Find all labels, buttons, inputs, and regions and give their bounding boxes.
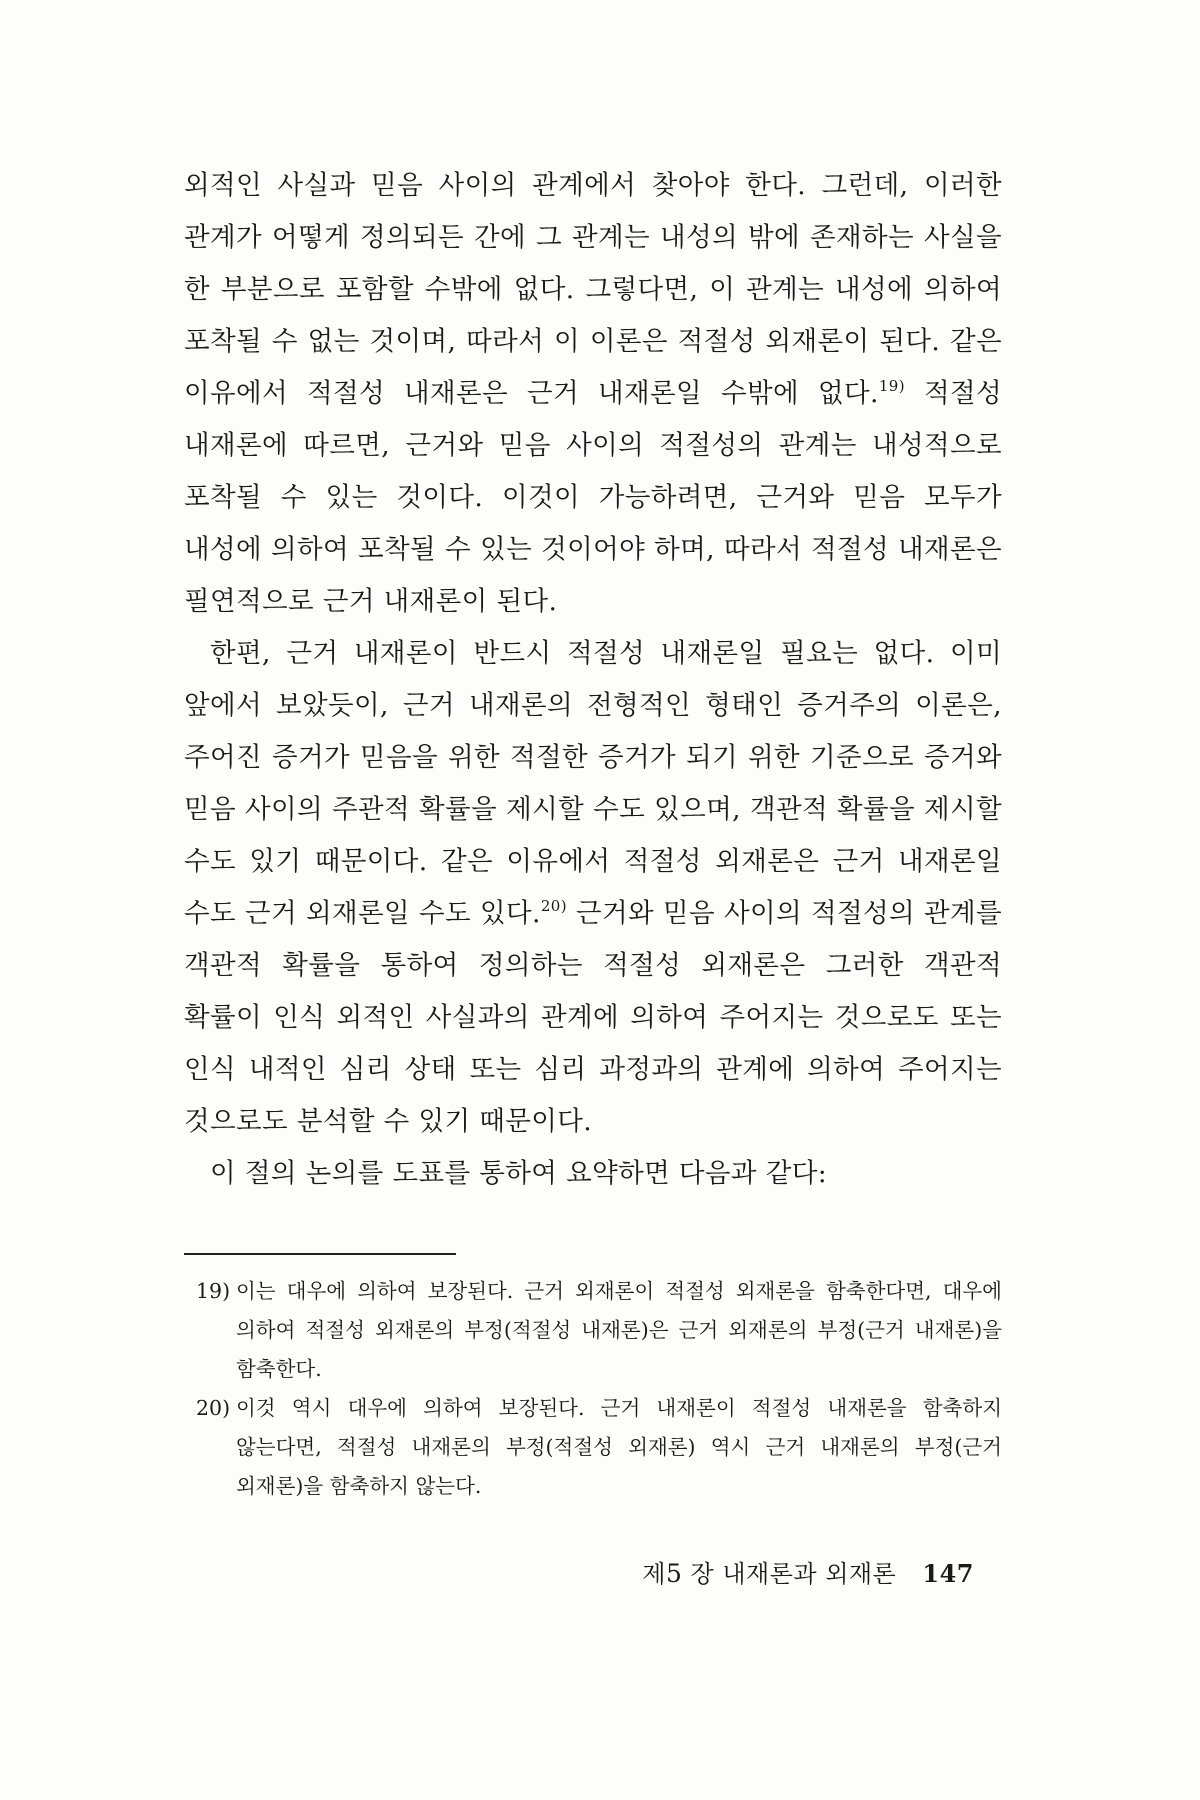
footnote-ref-19[interactable]: 19) xyxy=(878,377,905,395)
chapter-prefix: 제 xyxy=(642,1560,666,1588)
footnote-ref-20[interactable]: 20) xyxy=(540,897,567,915)
footnote-text: 이것 역시 대우에 의하여 보장된다. 근거 내재론이 적절성 내재론을 함축하지 않는다면, 적절성 내재론의 부정(적절성 외재론) 역시 근거 내재론의 부정(근거 외재론)을 함축하지 않는다. xyxy=(236,1396,1002,1498)
footnote-separator xyxy=(184,1253,456,1255)
chapter-number: 5 xyxy=(665,1559,683,1588)
footnote-number: 20) xyxy=(196,1396,231,1420)
chapter-suffix: 장 xyxy=(690,1560,715,1588)
paragraph-1-text-continued: 적절성 내재론에 따르면, 근거와 믿음 사이의 적절성의 관계는 내성적으로 포착될 수 있는 것이다. 이것이 가능하려면, 근거와 믿음 모두가 내성에 의하여 포착될 수 있는 것이어야 하며, 따라서 적절성 내재론은 필연적으로 근거 내재론이 된다. xyxy=(184,378,1002,617)
paragraph-1-text: 외적인 사실과 믿음 사이의 관계에서 찾아야 한다. 그런데, 이러한 관계가 어떻게 정의되든 간에 그 관계는 내성의 밖에 존재하는 사실을 한 부분으로 포함할 수밖에 없다. 그렇다면, 이 관계는 내성에 의하여 포착될 수 없는 것이며, 따라서 이 이론은 적절성 외재론이 된다. 같은 이유에서 적절성 내재론은 근거 내재론일 수밖에 없다. xyxy=(184,170,1002,409)
footnote-20 xyxy=(196,1389,1002,1506)
page-number: 147 xyxy=(922,1559,974,1588)
paragraph-3: 이 절의 논의를 도표를 통하여 요약하면 다음과 같다: xyxy=(210,1158,828,1189)
paragraph-2-text-continued: 근거와 믿음 사이의 적절성의 관계를 객관적 확률을 통하여 정의하는 적절성 외재론은 그러한 객관적 확률이 인식 외적인 사실과의 관계에 의하여 주어지는 것으로도 또는 인식 내적인 심리 상태 또는 심리 과정과의 관계에 의하여 주어지는 것으로도 분석할 수 있기 때문이다. xyxy=(184,898,1002,1137)
footnote-19 xyxy=(196,1272,1002,1389)
footnotes xyxy=(196,1272,1002,1506)
paragraph-1 xyxy=(184,160,1002,628)
running-footer xyxy=(642,1558,974,1590)
footnote-text: 이는 대우에 의하여 보장된다. 근거 외재론이 적절성 외재론을 함축한다면, 대우에 의하여 적절성 외재론의 부정(적절성 내재론)은 근거 외재론의 부정(근거 내재론)을 함축한다. xyxy=(236,1279,1002,1381)
chapter-title: 내재론과 외재론 xyxy=(722,1560,897,1588)
paragraph-2 xyxy=(184,628,1002,1148)
footnote-number: 19) xyxy=(196,1279,231,1303)
paragraph-2-text: 한편, 근거 내재론이 반드시 적절성 내재론일 필요는 없다. 이미 앞에서 보았듯이, 근거 내재론의 전형적인 형태인 증거주의 이론은, 주어진 증거가 믿음을 위한 적절한 증거가 되기 위한 기준으로 증거와 믿음 사이의 주관적 확률을 제시할 수도 있으며, 객관적 확률을 제시할 수도 있기 때문이다. 같은 이유에서 적절성 외재론은 근거 내재론일 수도 근거 외재론일 수도 있다. xyxy=(184,638,1002,929)
body-text xyxy=(184,160,1002,1200)
